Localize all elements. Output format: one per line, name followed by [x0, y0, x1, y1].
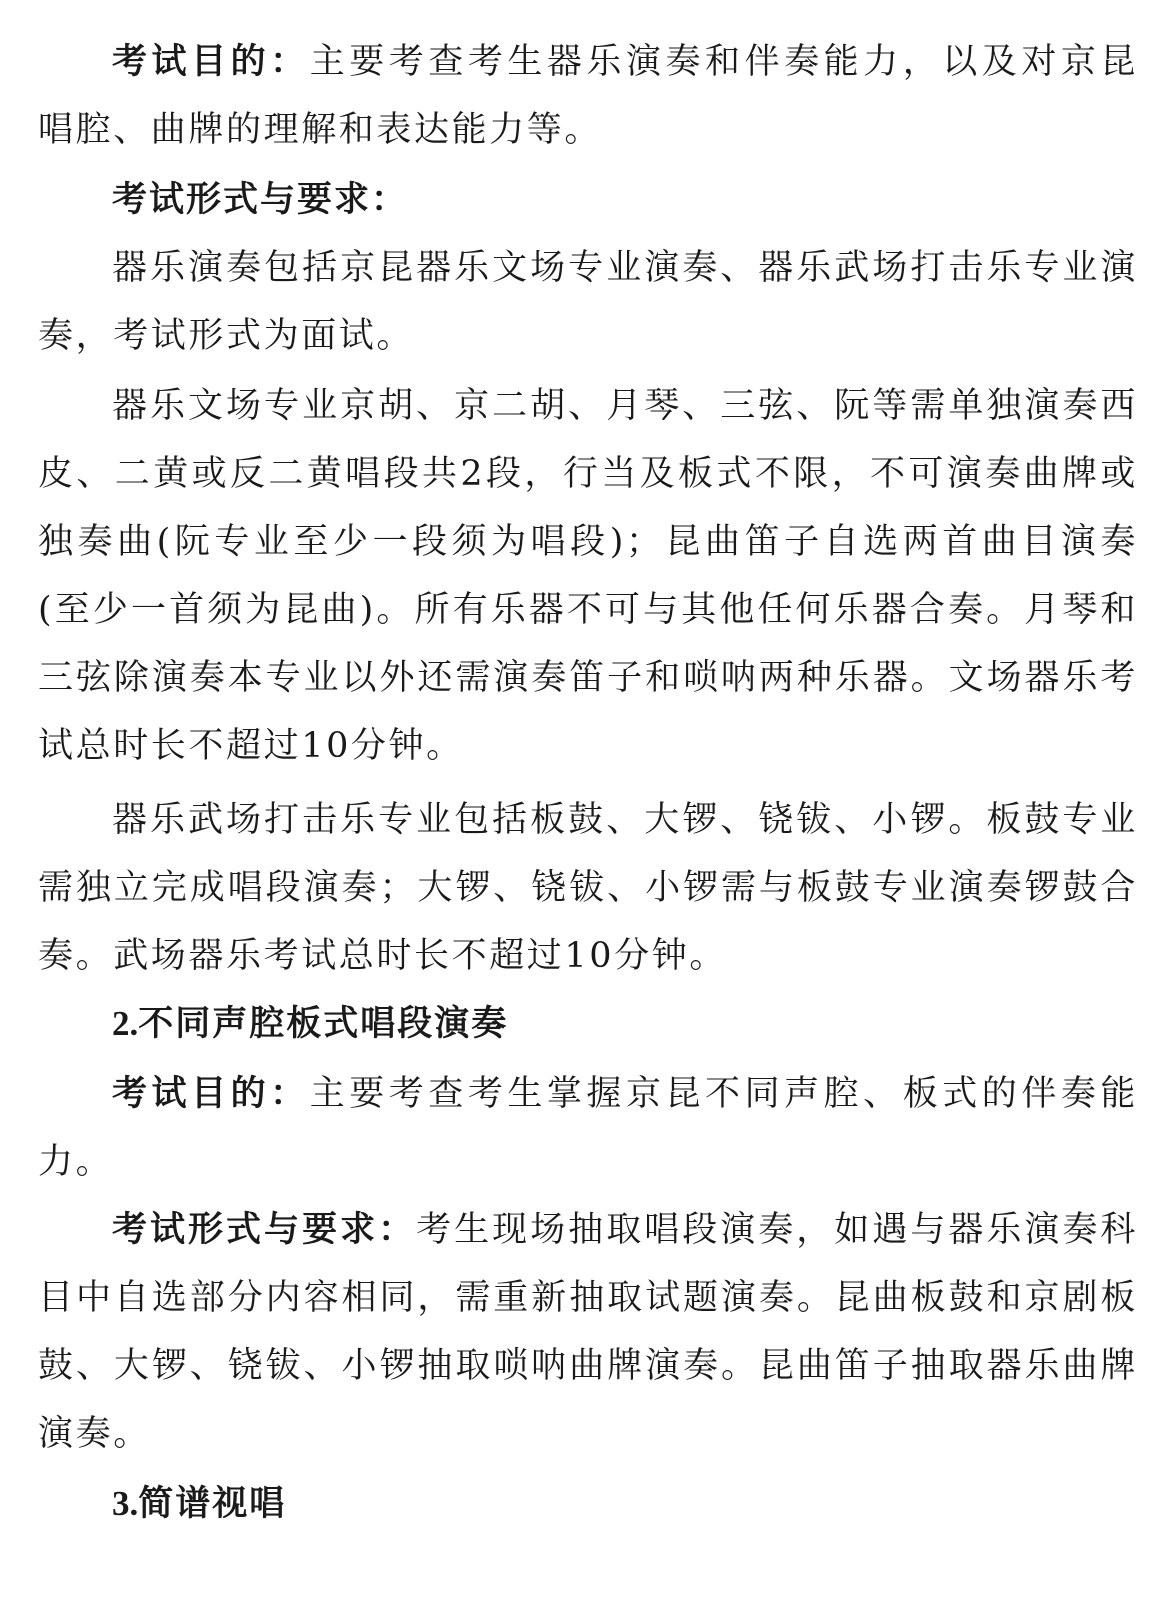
section-2-title: 不同声腔板式唱段演奏: [138, 1003, 509, 1044]
text-exam-purpose-2: 主要考查考生掌握京昆不同声腔、板式的伴奏能力。: [38, 1074, 1138, 1182]
section-3-title: 简谱视唱: [138, 1483, 287, 1524]
section-2-number: 2.: [112, 1004, 139, 1043]
label-exam-purpose-2: 考试目的：: [112, 1073, 310, 1114]
label-exam-form-2: 考试形式与要求：: [112, 1209, 417, 1250]
paragraph-exam-purpose-1: [38, 28, 1138, 164]
paragraph-exam-purpose-2: [38, 1060, 1138, 1196]
label-exam-purpose: 考试目的：: [112, 41, 310, 82]
section-3-number: 3.: [112, 1484, 139, 1523]
heading-section-2: [112, 990, 508, 1058]
heading-section-3: [112, 1470, 286, 1538]
heading-exam-form-1: 考试形式与要求：: [112, 179, 409, 220]
paragraph-wuchang-requirements: 器乐武场打击乐专业包括板鼓、大锣、铙钹、小锣。板鼓专业需独立完成唱段演奏；大锣、铙钹、小锣需与板鼓专业演奏锣鼓合奏。武场器乐考试总时长不超过10分钟。: [38, 800, 1138, 976]
paragraph-instrumental-intro: 器乐演奏包括京昆器乐文场专业演奏、器乐武场打击乐专业演奏，考试形式为面试。: [38, 248, 1138, 356]
text-exam-purpose: 主要考查考生器乐演奏和伴奏能力，以及对京昆 唱腔、曲牌的理解和表达能力等。: [38, 42, 1138, 150]
text-exam-form-2: 考生现场抽取唱段演奏，如遇与器乐演奏科目中自选部分内容相同，需重新抽取试题演奏。昆曲板鼓和京剧板鼓、大锣、铙钹、小锣抽取唢呐曲牌演奏。昆曲笛子抽取器乐曲牌演奏。: [38, 1210, 1138, 1454]
paragraph-exam-form-2: [38, 1196, 1138, 1468]
paragraph-wenchang-requirements: 器乐文场专业京胡、京二胡、月琴、三弦、阮等需单独演奏西皮、二黄或反二黄唱段共2段，行当及板式不限，不可演奏曲牌或独奏曲(阮专业至少一段须为唱段)；昆曲笛子自选两首曲目演奏(至少一首须为昆曲)。所有乐器不可与其他任何乐器合奏。月琴和三弦除演奏本专业以外还需演奏笛子和唢呐两种乐器。文场器乐考试总时长不超过10分钟。: [38, 386, 1138, 766]
